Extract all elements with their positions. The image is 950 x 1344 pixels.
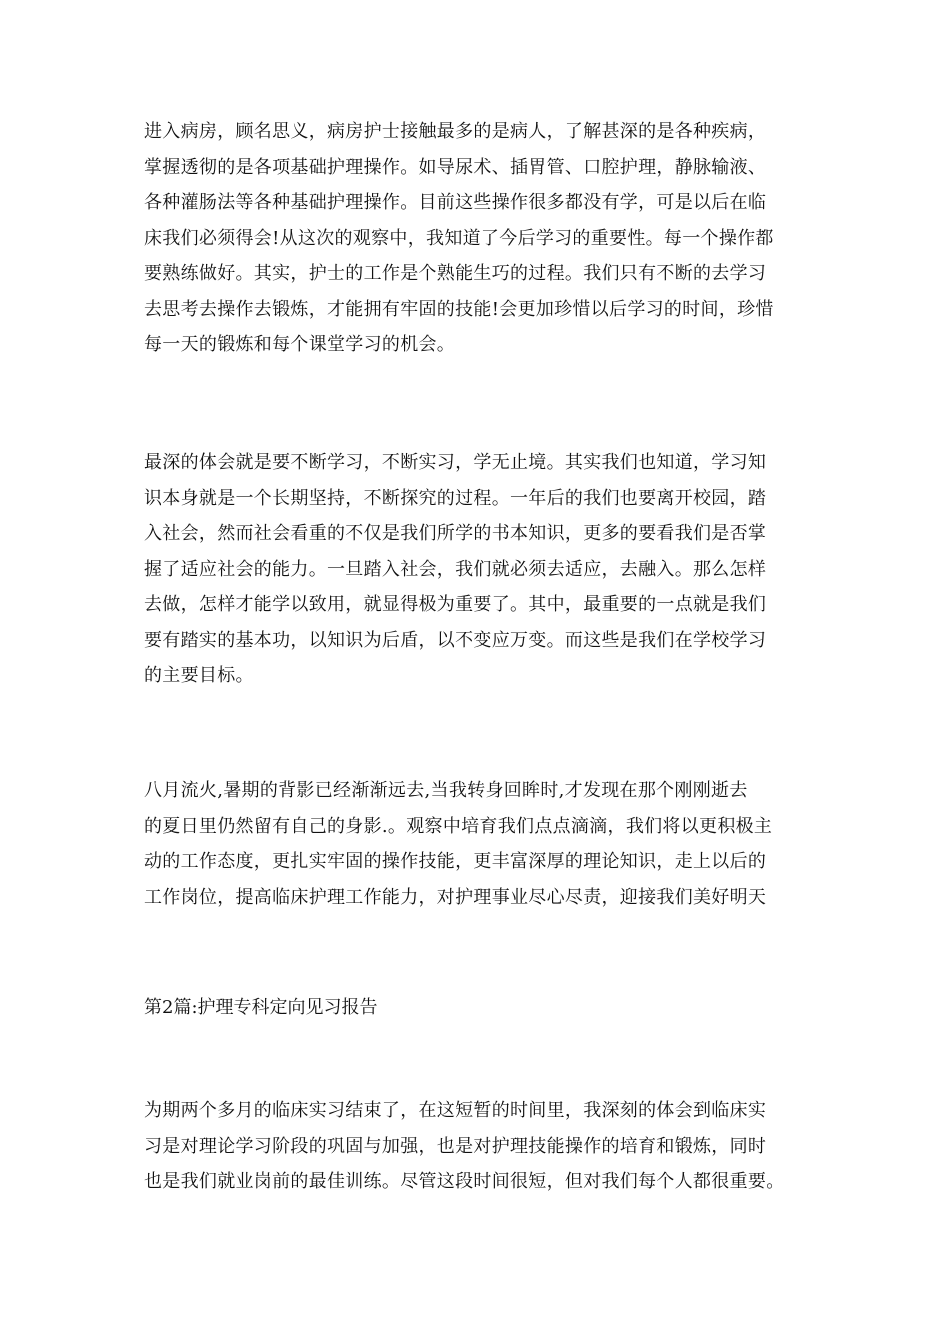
- text-line: 握了适应社会的能力。一旦踏入社会，我们就必须去适应，去融入。那么怎样: [144, 558, 767, 580]
- text-line: 的主要目标。: [144, 665, 254, 686]
- text-line: 去做，怎样才能学以致用，就显得极为重要了。其中，最重要的一点就是我们: [144, 594, 767, 615]
- text-line: 要熟练做好。其实，护士的工作是个熟能生巧的过程。我们只有不断的去学习: [144, 263, 767, 284]
- text-line: 入社会，然而社会看重的不仅是我们所学的书本知识，更多的要看我们是否掌: [144, 523, 767, 544]
- text-line: 掌握透彻的是各项基础护理操作。如导尿术、插胃管、口腔护理，静脉输液、: [144, 156, 767, 178]
- text-line: 最深的体会就是要不断学习，不断实习，学无止境。其实我们也知道，学习知: [144, 452, 767, 473]
- text-line: 床我们必须得会!从这次的观察中，我知道了今后学习的重要性。每一个操作都: [144, 227, 774, 249]
- text-line: 要有踏实的基本功，以知识为后盾，以不变应万变。而这些是我们在学校学习: [144, 629, 767, 651]
- paragraph-summer-reflection: [144, 773, 824, 915]
- text-line: 的夏日里仍然留有自己的身影.。观察中培育我们点点滴滴，我们将以更积极主: [144, 815, 773, 837]
- text-line: 进入病房，顾名思义，病房护士接触最多的是病人，了解甚深的是各种疾病，: [144, 121, 767, 142]
- text-line: 识本身就是一个长期坚持，不断探究的过程。一年后的我们也要离开校园，踏: [144, 487, 767, 509]
- text-line: 习是对理论学习阶段的巩固与加强，也是对护理技能操作的培育和锻炼，同时: [144, 1135, 767, 1157]
- section-heading: 第2篇:护理专科定向见习报告: [144, 997, 378, 1018]
- text-line: 每一天的锻炼和每个课堂学习的机会。: [144, 334, 456, 355]
- text-line: 为期两个多月的临床实习结束了，在这短暂的时间里，我深刻的体会到临床实: [144, 1100, 767, 1121]
- paragraph-clinical-internship: [144, 1093, 824, 1200]
- text-line: 去思考去操作去锻炼，才能拥有牢固的技能!会更加珍惜以后学习的时间，珍惜: [144, 298, 774, 320]
- text-line: 工作岗位，提高临床护理工作能力，对护理事业尽心尽责，迎接我们美好明天: [144, 886, 767, 908]
- text-line: 动的工作态度，更扎实牢固的操作技能，更丰富深厚的理论知识，走上以后的: [144, 851, 767, 872]
- paragraph-ward-operations: [144, 114, 824, 363]
- text-line: 各种灌肠法等各种基础护理操作。目前这些操作很多都没有学，可是以后在临: [144, 192, 767, 213]
- text-line: 也是我们就业岗前的最佳训练。尽管这段时间很短，但对我们每个人都很重要。: [144, 1171, 785, 1192]
- text-line: 八月流火,暑期的背影已经渐渐远去,当我转身回眸时,才发现在那个刚刚逝去: [144, 780, 748, 801]
- paragraph-continuous-learning: [144, 445, 824, 694]
